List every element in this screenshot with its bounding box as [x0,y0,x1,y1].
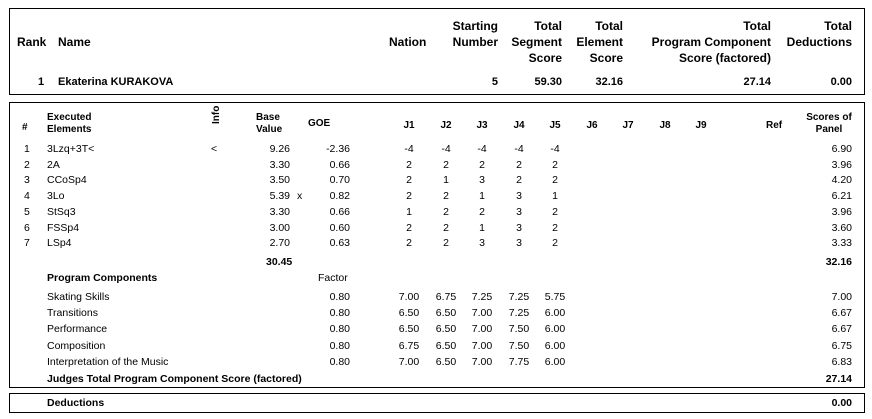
element-row [0,205,872,220]
component-factor: 0.80 [329,291,350,303]
judge-score: 3 [516,237,522,250]
skater-total-program-component-score: 27.14 [743,76,771,88]
element-info: < [211,143,218,155]
judge-score: 2 [443,158,449,171]
element-goe: 0.70 [329,174,350,187]
component-panel-score: 6.75 [831,339,852,352]
scores-of-panel-header: Scores of Panel [806,112,852,135]
judge-score: -4 [477,143,487,155]
component-row [0,290,872,305]
component-row [0,322,872,337]
element-base-value: 3.00 [269,221,290,234]
deductions-score: 0.00 [831,397,852,409]
judge-score: 7.00 [471,355,493,368]
judge-score: 2 [443,190,449,203]
name-header: Name [58,35,91,49]
element-row [0,221,872,236]
component-factor: 0.80 [329,323,350,336]
component-row [0,306,872,321]
judge-header-3: J3 [476,120,488,131]
judge-score: 2 [516,174,522,187]
skater-rank: 1 [38,76,45,88]
skater-total-deductions: 0.00 [830,76,852,88]
total-element-score-header: Total Element Score [576,19,623,65]
component-factor: 0.80 [329,339,350,352]
element-number: 5 [24,205,30,218]
judge-score: 6.50 [398,323,420,336]
judge-header-9: J9 [695,120,707,131]
judge-score: 1 [406,205,412,218]
element-row [0,158,872,173]
judge-score: 6.75 [435,291,457,303]
program-components-title: Program Components [47,272,158,284]
element-panel-score: 6.21 [831,190,852,203]
total-deductions-header: Total Deductions [786,19,852,49]
element-base-value: 3.30 [269,205,290,218]
judge-score: 6.00 [544,307,566,320]
element-base-value: 2.70 [269,237,290,250]
element-row [0,142,872,157]
info-header: Info [211,105,222,124]
judge-score: 6.00 [544,323,566,336]
judge-score: 6.50 [435,339,457,352]
element-name: 3Lzq+3T< [47,143,95,155]
judge-score: 6.50 [398,307,420,320]
judge-score: 7.25 [471,291,493,303]
judge-header-7: J7 [622,120,634,131]
judge-header-5: J5 [549,120,561,131]
judge-header-1: J1 [403,120,415,131]
judge-score: 7.25 [508,291,530,303]
ref-header: Ref [766,120,783,131]
judge-score: 7.00 [398,291,420,303]
judge-score: 7.00 [398,355,420,368]
element-bonus-marker: x [297,190,303,203]
element-name: CCoSp4 [47,174,87,187]
judge-score: 6.00 [544,355,566,368]
component-name: Performance [47,323,108,336]
skater-starting-number: 5 [491,76,498,88]
judge-score: 7.00 [471,307,493,320]
element-row [0,236,872,251]
element-panel-score: 3.96 [831,158,852,171]
element-base-value: 3.50 [269,174,290,187]
element-number: 1 [24,143,30,155]
skater-total-segment-score: 59.30 [534,76,562,88]
component-panel-score: 7.00 [831,291,852,303]
judge-score: 2 [406,221,412,234]
element-goe: 0.66 [329,205,350,218]
starting-number-header: Starting Number [452,19,498,49]
component-name: Composition [47,339,106,352]
element-number: 7 [24,237,30,250]
total-program-component-score-header: Total Program Component Score (factored) [651,19,771,65]
judge-score: 3 [516,221,522,234]
judge-score: 7.75 [508,355,530,368]
judge-score: 7.50 [508,339,530,352]
judge-score: 2 [406,158,412,171]
element-goe: 0.60 [329,221,350,234]
judge-score: -4 [514,143,524,155]
factor-header: Factor [318,272,348,284]
judge-score: 2 [552,174,558,187]
judge-score: 7.25 [508,307,530,320]
component-panel-score: 6.67 [831,307,852,320]
elements-total-base: 30.45 [266,256,293,268]
base-value-header: Base Value [256,112,283,135]
judge-score: -4 [441,143,451,155]
judge-score: 2 [479,158,485,171]
total-segment-score-header: Total Segment Score [511,19,562,65]
judge-score: 2 [443,237,449,250]
judge-score: -4 [404,143,414,155]
judge-score: 6.00 [544,339,566,352]
element-row [0,189,872,204]
element-number: 2 [24,158,30,171]
judge-score: 6.75 [398,339,420,352]
nation-header: Nation [389,35,427,49]
component-panel-score: 6.83 [831,355,852,368]
element-goe: 0.66 [329,158,350,171]
judge-score: 2 [406,190,412,203]
judge-score: 1 [552,190,558,203]
judge-score: 2 [406,237,412,250]
judge-score: 2 [516,158,522,171]
pc-total-label: Judges Total Program Component Score (factored) [47,373,302,385]
judge-score: 5.75 [544,291,566,303]
judge-score: 2 [552,237,558,250]
element-number: 6 [24,221,30,234]
component-panel-score: 6.67 [831,323,852,336]
element-panel-score: 3.96 [831,205,852,218]
judge-score: 2 [443,221,449,234]
deductions-label: Deductions [47,397,105,409]
judge-score: 2 [443,205,449,218]
judge-score: 1 [479,190,485,203]
executed-elements-header: Executed Elements [47,112,92,135]
judge-score: 2 [479,205,485,218]
element-panel-score: 4.20 [831,174,852,187]
component-factor: 0.80 [329,307,350,320]
judge-score: 7.50 [508,323,530,336]
judge-score: 1 [479,221,485,234]
element-goe: -2.36 [326,143,350,155]
judge-score: 1 [443,174,449,187]
judge-header-8: J8 [659,120,671,131]
element-panel-score: 3.33 [831,237,852,250]
element-number: 4 [24,190,30,203]
element-panel-score: 6.90 [831,143,852,155]
element-base-value: 5.39 [269,190,290,203]
judge-score: 6.50 [435,355,457,368]
component-factor: 0.80 [329,355,350,368]
judge-score: 3 [479,174,485,187]
rank-header: Rank [17,35,47,49]
element-name: LSp4 [47,237,72,250]
element-goe: 0.63 [329,237,350,250]
num-header: # [22,122,28,133]
judge-score: 2 [552,205,558,218]
skater-name: Ekaterina KURAKOVA [58,76,174,88]
component-name: Skating Skills [47,291,110,303]
judge-score: 2 [406,174,412,187]
judge-score: 2 [552,221,558,234]
component-row [0,339,872,354]
judge-header-4: J4 [513,120,525,131]
elements-total-score: 32.16 [825,256,852,268]
goe-header: GOE [308,118,331,129]
element-name: 3Lo [47,190,65,203]
judge-score: 7.00 [471,339,493,352]
judge-score: 3 [516,205,522,218]
element-name: 2A [47,158,60,171]
element-name: StSq3 [47,205,76,218]
element-panel-score: 3.60 [831,221,852,234]
element-number: 3 [24,174,30,187]
judge-score: 3 [479,237,485,250]
judge-score: 2 [552,158,558,171]
judge-score: 6.50 [435,307,457,320]
pc-total-score: 27.14 [825,373,852,385]
judge-score: -4 [550,143,560,155]
element-row [0,173,872,188]
element-base-value: 3.30 [269,158,290,171]
judge-header-6: J6 [586,120,598,131]
judge-score: 3 [516,190,522,203]
element-goe: 0.82 [329,190,350,203]
skater-total-element-score: 32.16 [595,76,623,88]
deductions-box [9,393,865,413]
component-row [0,355,872,370]
component-name: Interpretation of the Music [47,355,169,368]
judge-score: 6.50 [435,323,457,336]
element-name: FSSp4 [47,221,80,234]
component-name: Transitions [47,307,98,320]
element-base-value: 9.26 [269,143,290,155]
judge-score: 7.00 [471,323,493,336]
judge-header-2: J2 [440,120,452,131]
